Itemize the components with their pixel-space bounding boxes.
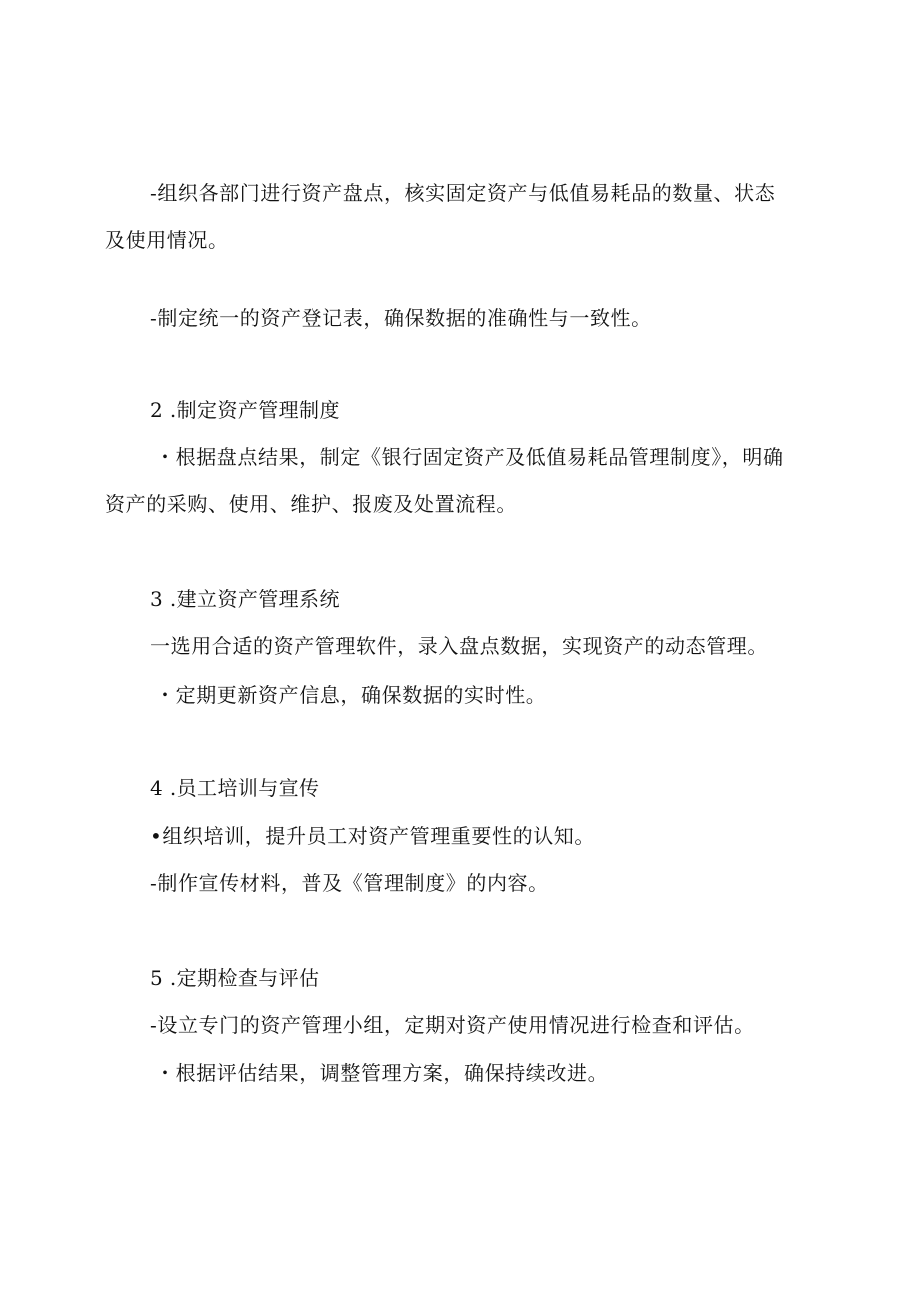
paragraph-inventory-line1: -组织各部门进行资产盘点，核实固定资产与低值易耗品的数量、状态: [150, 181, 776, 205]
section-heading-5: 5 .定期检查与评估: [150, 966, 320, 990]
paragraph-promotion: -制作宣传材料，普及《管理制度》的内容。: [150, 871, 549, 895]
paragraph-inspection-group: -设立专门的资产管理小组，定期对资产使用情况进行检查和评估。: [150, 1013, 755, 1037]
paragraph-policy-line1: ・根据盘点结果，制定《银行固定资产及低值易耗品管理制度》，明确: [155, 445, 784, 469]
paragraph-training: •组织培训，提升员工对资产管理重要性的认知。: [150, 824, 595, 848]
paragraph-policy-line2: 资产的采购、使用、维护、报废及处置流程。: [105, 492, 517, 516]
section-heading-3: 3 .建立资产管理系统: [150, 587, 340, 611]
section-heading-2: 2 .制定资产管理制度: [150, 398, 340, 422]
paragraph-register-form: -制定统一的资产登记表，确保数据的准确性与一致性。: [150, 306, 652, 330]
section-heading-4: 4 .员工培训与宣传: [150, 776, 320, 800]
paragraph-inventory-line2: 及使用情况。: [105, 228, 229, 252]
paragraph-system-update: ・定期更新资产信息，确保数据的实时性。: [155, 683, 547, 707]
paragraph-system-software: 一选用合适的资产管理软件，录入盘点数据，实现资产的动态管理。: [150, 634, 768, 658]
paragraph-improvement: ・根据评估结果，调整管理方案，确保持续改进。: [155, 1061, 609, 1085]
